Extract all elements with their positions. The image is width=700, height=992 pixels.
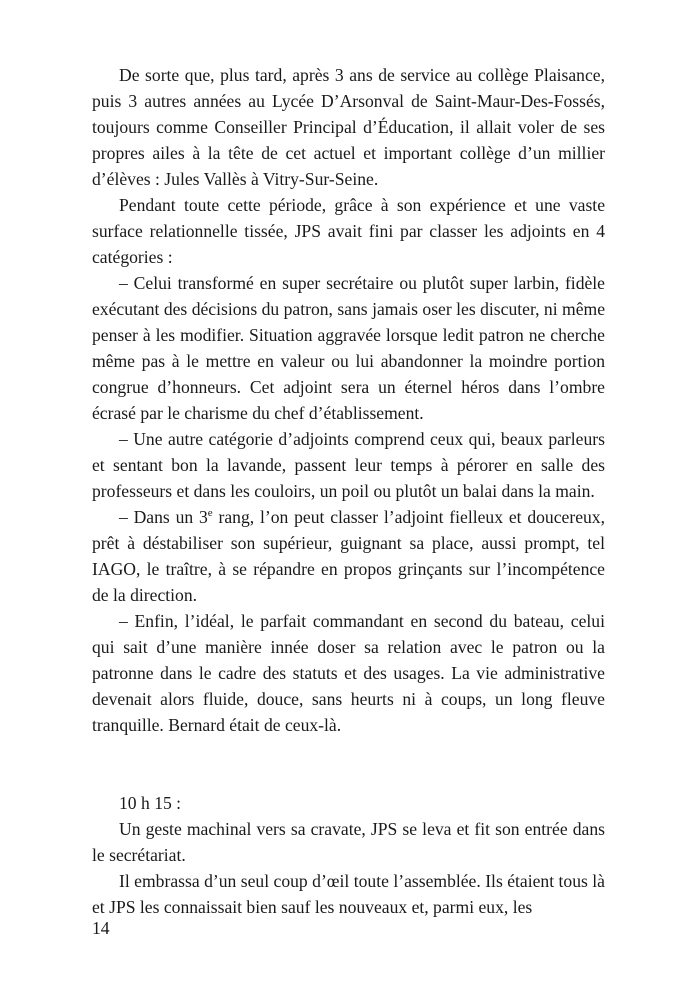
paragraph-category-talkers: – Une autre catégorie d’adjoints comprend ceux qui, beaux parleurs et sentant bon la lavande, passent leur temps à pérorer en salle des professeurs et dans les couloirs, un poil ou plutôt un balai dans la main. — [92, 429, 605, 501]
rank-text-after: rang, l’on peut classer l’adjoint fielleux et doucereux, prêt à déstabiliser son supérieur, guignant sa place, aussi prompt, tel IAGO, le traître, à se répandre en propos grinçants sur l’incompétence de la direction. — [92, 507, 606, 605]
timestamp-heading: 10 h 15 : — [119, 793, 182, 813]
paragraph-career: De sorte que, plus tard, après 3 ans de service au collège Plaisance, puis 3 autres années au Lycée D’Arsonval de Saint-Maur-Des-Fossés, toujours comme Conseiller Principal d’Éducation, il allait voler de ses propres ailes à la tête de cet actuel et important collège d’un millier d’élèves : Jules Vallès à Vitry-Sur-Seine. — [92, 65, 605, 189]
paragraph-category-ideal: – Enfin, l’idéal, le parfait commandant en second du bateau, celui qui sait d’une manière innée doser sa relation avec le patron ou la patronne dans le cadre des statuts et des usages. La vie administrative devenait alors fluide, douce, sans heurts ni à coups, un long fleuve tranquille. Bernard était de ceux-là. — [92, 611, 605, 735]
section-break — [92, 738, 605, 790]
rank-text-before: – Dans un 3 — [119, 507, 208, 527]
paragraph-assembly: Il embrassa d’un seul coup d’œil toute l’assemblée. Ils étaient tous là et JPS les connaissait bien sauf les nouveaux et, parmi eux, les — [92, 871, 605, 917]
rank-superscript: e — [207, 507, 213, 520]
paragraph-secretariat: Un geste machinal vers sa cravate, JPS se leva et fit son entrée dans le secrétariat. — [92, 819, 605, 865]
page-number: 14 — [92, 918, 110, 938]
paragraph-categories-intro: Pendant toute cette période, grâce à son expérience et une vaste surface relationnelle tissée, JPS avait fini par classer les adjoints en 4 catégories : — [92, 195, 605, 267]
paragraph-category-rank-three — [92, 504, 605, 608]
paragraph-category-secretary: – Celui transformé en super secrétaire ou plutôt super larbin, fidèle exécutant des décisions du patron, sans jamais oser les discuter, ni même penser à les modifier. Situation aggravée lorsque ledit patron ne cherche même pas à le mettre en valeur ou lui abandonner la moindre portion congrue d’honneurs. Cet adjoint sera un éternel héros dans l’ombre écrasé par le charisme du chef d’établissement. — [92, 273, 605, 423]
body-text — [92, 62, 605, 920]
